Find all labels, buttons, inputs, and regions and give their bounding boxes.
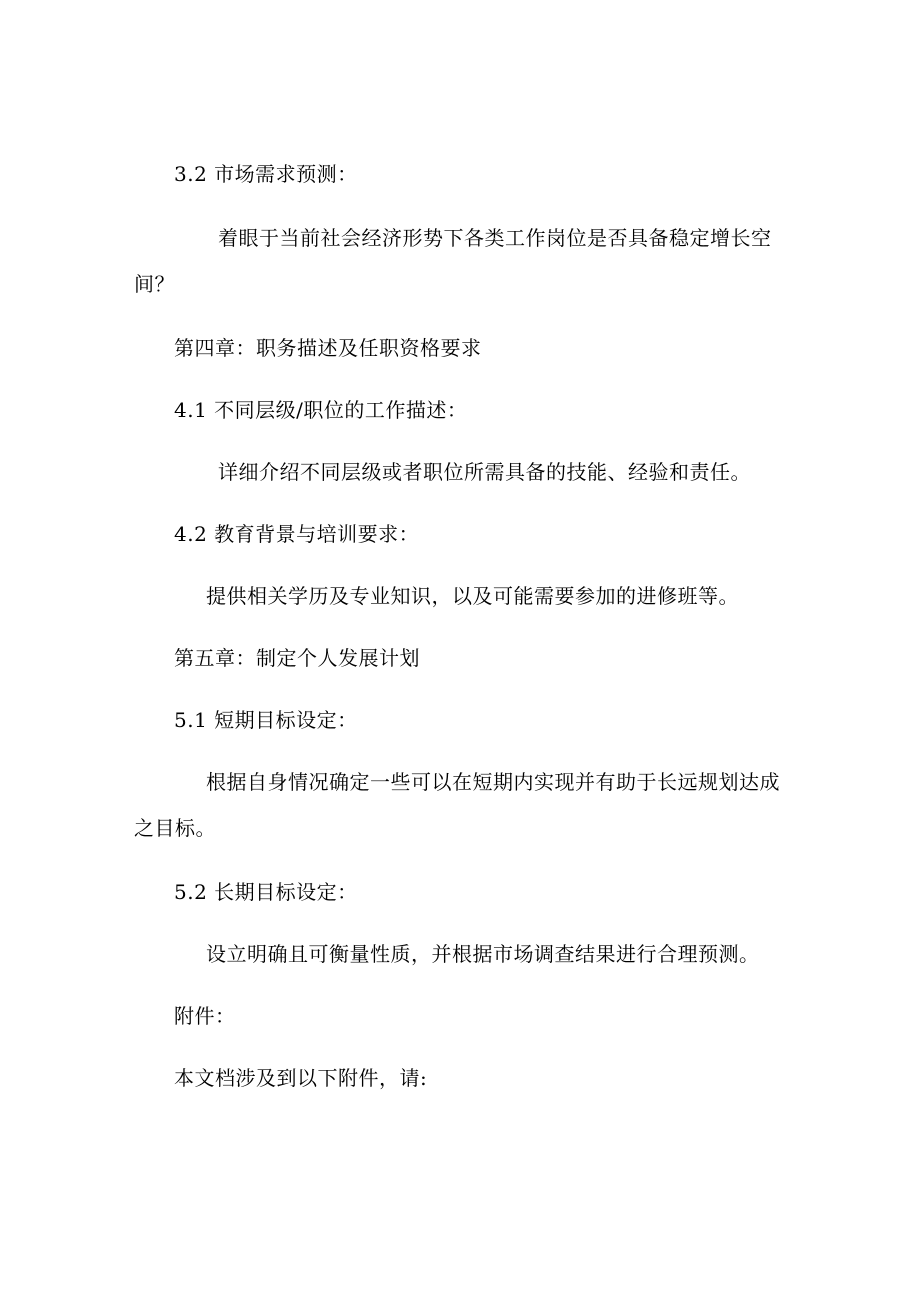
section-heading-4-2: 4.2 教育背景与培训要求： [174,522,420,546]
section-heading-3-2: 3.2 市场需求预测： [174,162,358,186]
attachments-heading: 附件： [174,1004,236,1028]
section-heading-5-1: 5.1 短期目标设定： [174,708,358,732]
paragraph-job-description: 详细介绍不同层级或者职位所需具备的技能、经验和责任。 [218,460,751,484]
paragraph-education-training: 提供相关学历及专业知识，以及可能需要参加的进修班等。 [206,584,739,608]
chapter-heading-5: 第五章：制定个人发展计划 [174,646,420,670]
paragraph-market-demand-continued: 间？ [134,272,175,296]
paragraph-market-demand: 着眼于当前社会经济形势下各类工作岗位是否具备稳定增长空 [218,226,772,250]
chapter-heading-4: 第四章：职务描述及任职资格要求 [174,336,482,360]
section-heading-4-1: 4.1 不同层级/职位的工作描述： [174,398,468,422]
paragraph-short-term-goals: 根据自身情况确定一些可以在短期内实现并有助于长远规划达成 [206,770,780,794]
attachments-intro: 本文档涉及到以下附件，请: [174,1066,428,1090]
section-heading-5-2: 5.2 长期目标设定： [174,880,358,904]
paragraph-short-term-goals-continued: 之目标。 [134,816,216,840]
paragraph-long-term-goals: 设立明确且可衡量性质，并根据市场调查结果进行合理预测。 [206,942,760,966]
